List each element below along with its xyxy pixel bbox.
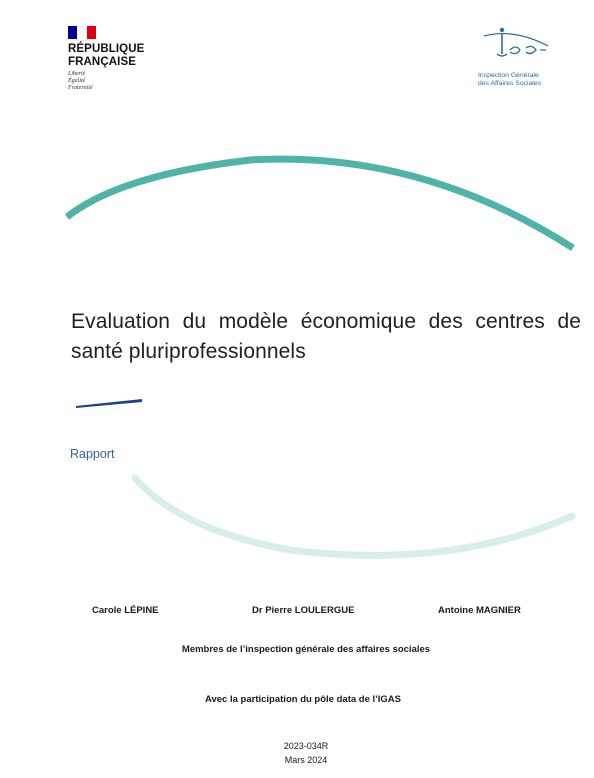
- republic-line-1: RÉPUBLIQUE: [68, 43, 145, 55]
- igas-line-2: des Affaires Sociales: [478, 80, 541, 87]
- author-1: Carole LÉPINE: [92, 605, 159, 616]
- report-reference: 2023-034R: [283, 741, 329, 751]
- authors-row: [0, 605, 594, 621]
- author-3: Antoine MAGNIER: [438, 605, 521, 616]
- members-line: Membres de l’inspection générale des affaires sociales: [181, 644, 431, 655]
- igas-line-1: Inspection Générale: [478, 72, 539, 79]
- motto-line-1: Liberté: [68, 71, 86, 77]
- title-accent-mark: [74, 398, 144, 410]
- motto-line-2: Égalité: [68, 78, 86, 84]
- republic-line-2: FRANÇAISE: [68, 55, 136, 68]
- report-date: Mars 2024: [284, 755, 328, 765]
- motto-line-3: Fraternité: [68, 85, 93, 91]
- author-2: Dr Pierre LOULERGUE: [252, 605, 355, 616]
- report-title: Evaluation du modèle économique des centres de santé pluriprofessionnels: [71, 310, 581, 363]
- top-teal-arc: [67, 159, 573, 248]
- participation-line: Avec la participation du pôle data de l’IGAS: [204, 694, 402, 705]
- document-type: Rapport: [70, 447, 115, 461]
- bottom-light-arc: [135, 478, 572, 555]
